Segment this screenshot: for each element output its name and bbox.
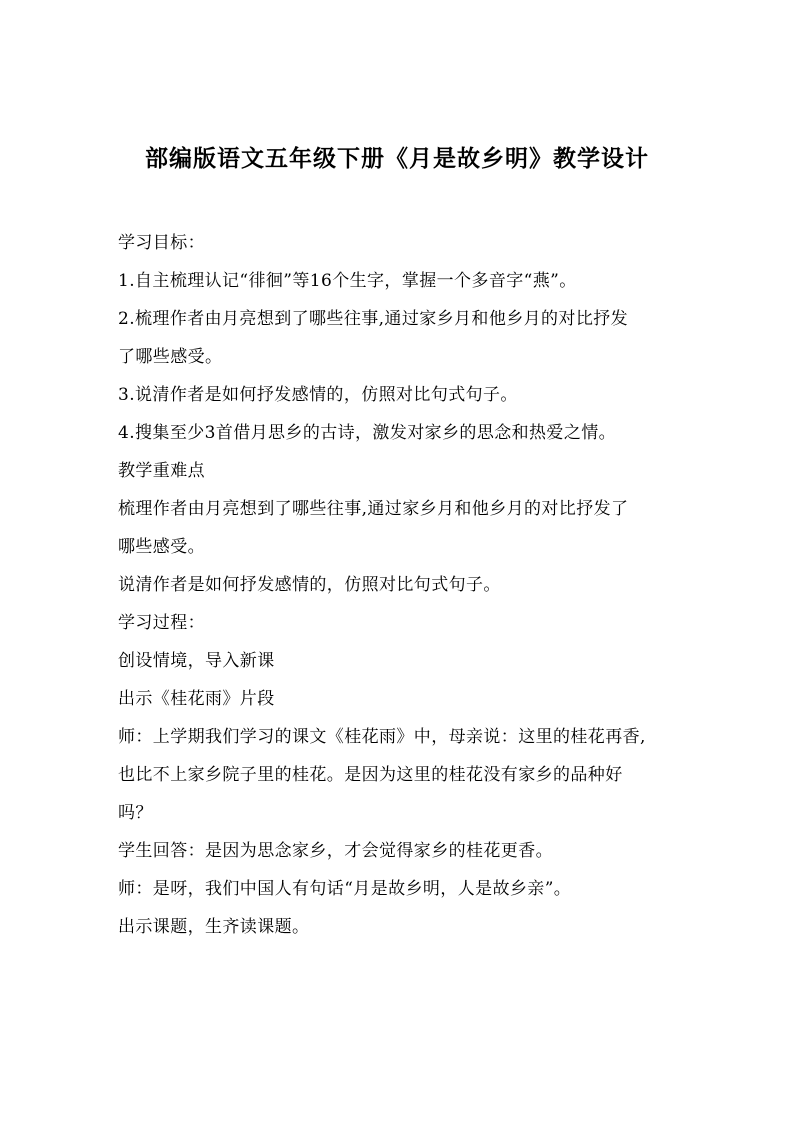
difficulty-2: 说清作者是如何抒发感情的，仿照对比句式句子。 xyxy=(118,575,501,595)
document-body xyxy=(118,224,684,946)
student-answer: 学生回答：是因为思念家乡，才会觉得家乡的桂花更香。 xyxy=(118,841,553,861)
heading-key-difficulties: 教学重难点 xyxy=(118,461,205,481)
teacher-reply: 师：是呀，我们中国人有句话“月是故乡明，人是故乡亲”。 xyxy=(118,879,572,899)
difficulty-1-line-2: 哪些感受。 xyxy=(118,537,205,557)
difficulty-1-line-1: 梳理作者由月亮想到了哪些往事,通过家乡月和他乡月的对比抒发了 xyxy=(118,499,629,519)
heading-learning-process: 学习过程： xyxy=(118,613,205,633)
teacher-line-2: 也比不上家乡院子里的桂花。是因为这里的桂花没有家乡的品种好 xyxy=(118,765,623,785)
teacher-line-1: 师：上学期我们学习的课文《桂花雨》中，母亲说：这里的桂花再香, xyxy=(118,727,646,747)
document-title: 部编版语文五年级下册《月是故乡明》教学设计 xyxy=(145,145,649,172)
process-show-excerpt: 出示《桂花雨》片段 xyxy=(118,689,275,709)
show-title-instruction: 出示课题，生齐读课题。 xyxy=(118,917,310,937)
objective-3: 3.说清作者是如何抒发感情的，仿照对比句式句子。 xyxy=(118,385,518,405)
teacher-line-3: 吗？ xyxy=(118,803,153,823)
process-step-intro: 创设情境，导入新课 xyxy=(118,651,275,671)
objective-2-line-2: 了哪些感受。 xyxy=(118,347,223,367)
heading-learning-objectives: 学习目标： xyxy=(118,233,205,253)
objective-1: 1.自主梳理认记“徘徊”等16个生字，掌握一个多音字“燕”。 xyxy=(118,271,577,291)
objective-4: 4.搜集至少3首借月思乡的古诗，激发对家乡的思念和热爱之情。 xyxy=(118,423,617,443)
objective-2-line-1: 2.梳理作者由月亮想到了哪些往事,通过家乡月和他乡月的对比抒发 xyxy=(118,309,629,329)
